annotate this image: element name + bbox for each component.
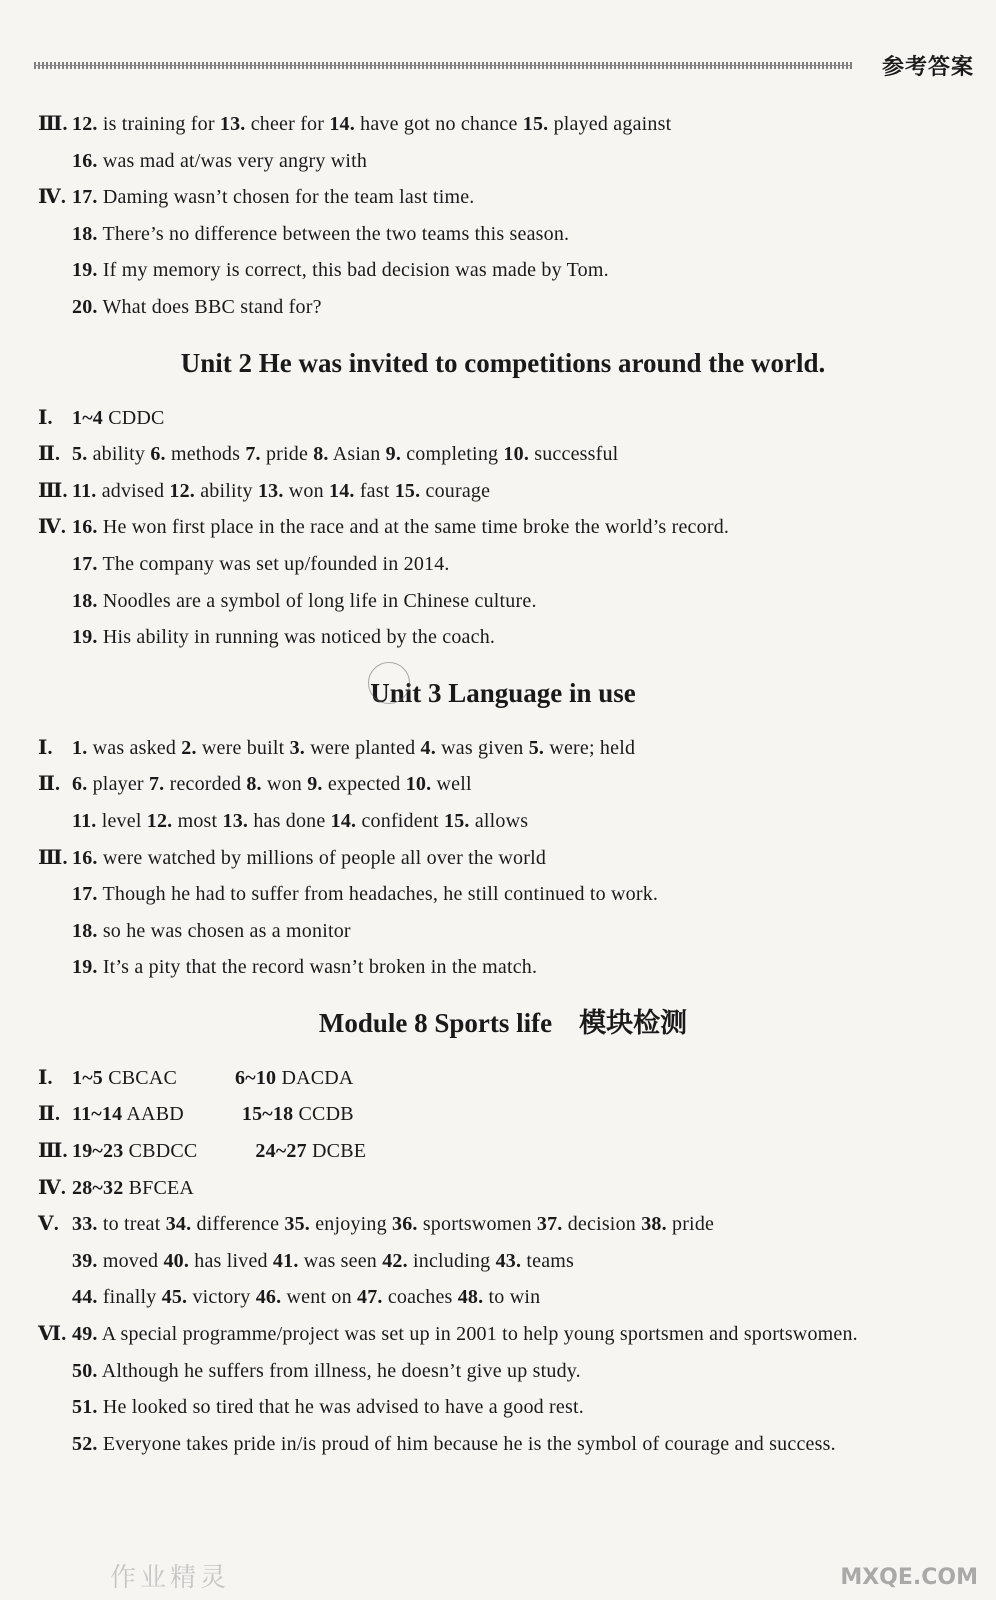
- question-number: 48.: [457, 1286, 484, 1309]
- question-number: 6.: [150, 443, 166, 466]
- answer-text: was asked: [92, 736, 177, 759]
- answer-line: [38, 1060, 968, 1097]
- question-number: 4.: [420, 736, 436, 759]
- question-number: 9.: [385, 443, 402, 466]
- answer-text: sportswomen: [422, 1213, 532, 1236]
- watermark-bottom-right: MXQE.COM: [840, 1565, 978, 1590]
- answer-text: DACDA: [281, 1066, 354, 1089]
- answer-text: A special programme/project was set up in 2001 to help young sportsmen and sportswomen.: [101, 1323, 858, 1346]
- question-number: 20.: [72, 295, 98, 318]
- answer-text: If my memory is correct, this bad decision was made by Tom.: [102, 259, 609, 282]
- answer-text: CDDC: [108, 406, 165, 429]
- watermark-bottom-left: 作业精灵: [110, 1563, 231, 1593]
- question-number: 16.: [72, 149, 98, 172]
- question-number: 19.: [72, 626, 98, 649]
- answer-text: so he was chosen as a monitor: [102, 919, 351, 942]
- answer-line: [38, 436, 968, 473]
- question-number: 17.: [72, 552, 98, 575]
- section-numeral: Ⅲ.: [38, 1140, 68, 1163]
- question-number: 45.: [161, 1286, 188, 1309]
- question-number: 8.: [313, 443, 329, 466]
- section-numeral: Ⅲ.: [38, 846, 68, 869]
- question-number: 19.: [72, 259, 98, 282]
- answer-text: completing: [406, 443, 499, 466]
- answer-text: CBDCC: [128, 1140, 198, 1163]
- question-number: 11.: [72, 479, 97, 502]
- answer-text: teams: [526, 1249, 575, 1272]
- section-numeral: Ⅱ.: [38, 443, 61, 466]
- answer-text: expected: [327, 773, 401, 796]
- question-number: 12.: [72, 113, 98, 135]
- question-number: 24~27: [255, 1140, 307, 1163]
- answer-line: [38, 619, 968, 656]
- answer-line: [38, 766, 968, 803]
- answer-text: pride: [672, 1213, 715, 1236]
- answer-line: [38, 509, 968, 546]
- answer-line: [38, 179, 968, 216]
- question-number: 12.: [146, 809, 173, 832]
- question-number: 1~4: [72, 406, 104, 429]
- answers-block-unit1: [38, 106, 968, 326]
- answer-text: ability: [92, 443, 146, 466]
- answer-text: pride: [265, 443, 309, 466]
- question-number: 18.: [72, 222, 98, 245]
- answer-line: [38, 913, 968, 950]
- answer-line: [38, 840, 968, 877]
- answer-line: [38, 949, 968, 986]
- question-number: 3.: [289, 736, 306, 759]
- question-number: 52.: [72, 1432, 98, 1455]
- section-numeral: Ⅲ.: [38, 479, 68, 502]
- answers-block-module8-pairs: [38, 1060, 968, 1206]
- question-number: 13.: [222, 809, 249, 832]
- question-number: 5.: [72, 443, 88, 466]
- round-stamp-icon: [368, 662, 410, 704]
- answer-text: won: [288, 479, 324, 502]
- question-number: 2.: [181, 736, 197, 759]
- answer-line: [38, 876, 968, 913]
- answer-text: It’s a pity that the record wasn’t broken in the match.: [102, 956, 538, 979]
- answer-text: to win: [488, 1286, 541, 1309]
- section-numeral: Ⅱ.: [38, 773, 61, 796]
- question-number: 33.: [72, 1213, 98, 1236]
- question-number: 42.: [382, 1249, 408, 1272]
- answers-block-unit3: [38, 730, 968, 986]
- answer-text: were watched by millions of people all over the world: [102, 846, 547, 869]
- question-number: 47.: [357, 1286, 383, 1309]
- answer-line: [38, 289, 968, 326]
- answer-text: AABD: [126, 1103, 184, 1126]
- question-number: 15.: [444, 809, 470, 832]
- answer-text: was given: [441, 736, 524, 759]
- question-number: 14.: [329, 113, 355, 135]
- question-number: 5.: [528, 736, 545, 759]
- question-number: 1.: [72, 736, 88, 759]
- question-number: 18.: [72, 919, 98, 942]
- answer-text: victory: [192, 1286, 251, 1309]
- answer-line: [38, 1279, 968, 1316]
- answer-text: cheer for: [250, 113, 325, 135]
- answer-text: Noodles are a symbol of long life in Chinese culture.: [102, 589, 537, 612]
- question-number: 36.: [392, 1213, 418, 1236]
- question-number: 46.: [255, 1286, 282, 1309]
- question-number: 34.: [165, 1213, 192, 1236]
- answer-text: is training for: [102, 113, 215, 135]
- question-number: 28~32: [72, 1176, 124, 1199]
- answer-line: [38, 143, 968, 180]
- answer-text: advised: [101, 479, 165, 502]
- section-numeral: Ⅴ.: [38, 1213, 59, 1236]
- unit2-title: Unit 2 He was invited to competitions around the world.: [180, 347, 826, 378]
- answer-text: Everyone takes pride in/is proud of him because he is the symbol of courage and success.: [102, 1432, 836, 1455]
- question-number: 15~18: [241, 1103, 294, 1126]
- answer-line: [38, 1243, 968, 1280]
- question-number: 13.: [219, 113, 246, 135]
- answer-text: has done: [253, 809, 326, 832]
- question-number: 8.: [246, 773, 262, 796]
- module8-title: [38, 992, 968, 1054]
- section-numeral: Ⅰ.: [38, 736, 53, 759]
- question-number: 14.: [330, 809, 357, 832]
- answer-text: CCDB: [298, 1103, 354, 1126]
- section-numeral: Ⅲ.: [38, 113, 68, 135]
- section-numeral: Ⅰ.: [38, 1066, 53, 1089]
- answer-line: [38, 473, 968, 510]
- answer-text: well: [436, 773, 472, 796]
- question-number: 51.: [72, 1396, 98, 1419]
- answer-line: [38, 1170, 968, 1207]
- question-number: 38.: [641, 1213, 667, 1236]
- answer-text: coaches: [387, 1286, 453, 1309]
- answer-text: were; held: [549, 736, 636, 759]
- section-numeral: Ⅳ.: [38, 1176, 67, 1199]
- question-number: 10.: [405, 773, 432, 796]
- answer-line: [38, 1426, 968, 1463]
- answer-text: DCBE: [312, 1140, 367, 1163]
- answer-text: His ability in running was noticed by the coach.: [102, 626, 496, 649]
- answer-text: Though he had to suffer from headaches, he still continued to work.: [102, 883, 659, 906]
- answer-text: played against: [553, 113, 672, 135]
- answer-text: went on: [286, 1286, 352, 1309]
- answer-line: [38, 1206, 968, 1243]
- answer-text: confident: [361, 809, 439, 832]
- section-numeral: Ⅵ.: [38, 1323, 67, 1346]
- answer-line: [38, 252, 968, 289]
- answer-text: was seen: [303, 1249, 377, 1272]
- section-numeral: Ⅰ.: [38, 406, 53, 429]
- answers-block-unit2: [38, 400, 968, 656]
- section-numeral: Ⅳ.: [38, 516, 67, 539]
- answer-text: enjoying: [315, 1213, 387, 1236]
- question-number: 19~23: [72, 1140, 124, 1163]
- answer-text: were planted: [310, 736, 416, 759]
- answer-line: [38, 1353, 968, 1390]
- question-number: 41.: [272, 1249, 299, 1272]
- question-number: 35.: [284, 1213, 311, 1236]
- question-number: 50.: [72, 1359, 98, 1382]
- answer-text: level: [101, 809, 142, 832]
- question-number: 6.: [72, 773, 88, 796]
- answer-text: BFCEA: [128, 1176, 195, 1199]
- module8-title-cn: 模块检测: [579, 1007, 688, 1039]
- question-number: 17.: [72, 883, 98, 906]
- answer-line: [38, 546, 968, 583]
- question-number: 14.: [329, 479, 355, 502]
- answer-text: Although he suffers from illness, he doesn’t give up study.: [101, 1359, 581, 1382]
- section-numeral: Ⅱ.: [38, 1103, 61, 1126]
- answer-text: were built: [201, 736, 285, 759]
- answer-text: player: [92, 773, 144, 796]
- question-number: 44.: [72, 1286, 98, 1309]
- answer-text: He looked so tired that he was advised to have a good rest.: [102, 1396, 584, 1419]
- answer-text: including: [413, 1249, 491, 1272]
- answer-text: Daming wasn’t chosen for the team last time.: [102, 186, 475, 209]
- answer-text: He won first place in the race and at the same time broke the world’s record.: [102, 516, 730, 539]
- module8-title-en: Module 8 Sports life: [318, 1007, 553, 1038]
- answer-line: [38, 106, 968, 143]
- answer-line: [38, 1096, 968, 1133]
- question-number: 13.: [257, 479, 284, 502]
- question-number: 10.: [503, 443, 530, 466]
- answer-text: CBCAC: [108, 1066, 178, 1089]
- answer-line: [38, 583, 968, 620]
- question-number: 11.: [72, 809, 97, 832]
- question-number: 11~14: [72, 1103, 123, 1126]
- question-number: 49.: [72, 1323, 98, 1346]
- question-number: 15.: [522, 113, 549, 135]
- unit3-title: Unit 3 Language in use: [370, 677, 636, 708]
- question-number: 6~10: [235, 1066, 277, 1089]
- answer-text: allows: [474, 809, 529, 832]
- question-number: 16.: [72, 516, 98, 539]
- question-number: 12.: [169, 479, 196, 502]
- question-number: 19.: [72, 956, 98, 979]
- question-number: 15.: [394, 479, 421, 502]
- question-number: 7.: [245, 443, 261, 466]
- question-number: 7.: [148, 773, 165, 796]
- answer-text: There’s no difference between the two teams this season.: [102, 222, 570, 245]
- answer-text: most: [177, 809, 218, 832]
- answer-line: [38, 730, 968, 767]
- answer-text: have got no chance: [360, 113, 518, 135]
- answer-line: [38, 216, 968, 253]
- question-number: 16.: [72, 846, 98, 869]
- answer-line: [38, 1389, 968, 1426]
- answer-text: to treat: [102, 1213, 161, 1236]
- answer-text: difference: [196, 1213, 280, 1236]
- answer-text: has lived: [194, 1249, 268, 1272]
- answer-text: fast: [359, 479, 390, 502]
- answer-text: What does BBC stand for?: [102, 295, 322, 318]
- question-number: 43.: [495, 1249, 522, 1272]
- answer-text: decision: [567, 1213, 636, 1236]
- answer-text: was mad at/was very angry with: [102, 149, 368, 172]
- answer-text: moved: [102, 1249, 159, 1272]
- answer-text: Asian: [332, 443, 381, 466]
- question-number: 18.: [72, 589, 98, 612]
- header-rule: [34, 62, 852, 69]
- answer-line: [38, 803, 968, 840]
- question-number: 1~5: [72, 1066, 104, 1089]
- section-numeral: Ⅳ.: [38, 186, 67, 209]
- answer-line: [38, 1133, 968, 1170]
- page-header-title: 参考答案: [881, 55, 974, 80]
- question-number: 39.: [72, 1249, 98, 1272]
- answer-text: won: [266, 773, 303, 796]
- answer-text: successful: [534, 443, 619, 466]
- answer-line: [38, 400, 968, 437]
- answer-content: [38, 106, 968, 1462]
- answer-text: finally: [102, 1286, 157, 1309]
- question-number: 9.: [307, 773, 323, 796]
- question-number: 37.: [536, 1213, 563, 1236]
- question-number: 40.: [163, 1249, 190, 1272]
- answer-text: The company was set up/founded in 2014.: [102, 552, 450, 575]
- answer-text: methods: [170, 443, 241, 466]
- answers-block-module8: [38, 1206, 968, 1462]
- answer-text: courage: [425, 479, 491, 502]
- question-number: 17.: [72, 186, 98, 209]
- answer-text: ability: [200, 479, 253, 502]
- answer-line: [38, 1316, 968, 1353]
- answer-text: recorded: [169, 773, 242, 796]
